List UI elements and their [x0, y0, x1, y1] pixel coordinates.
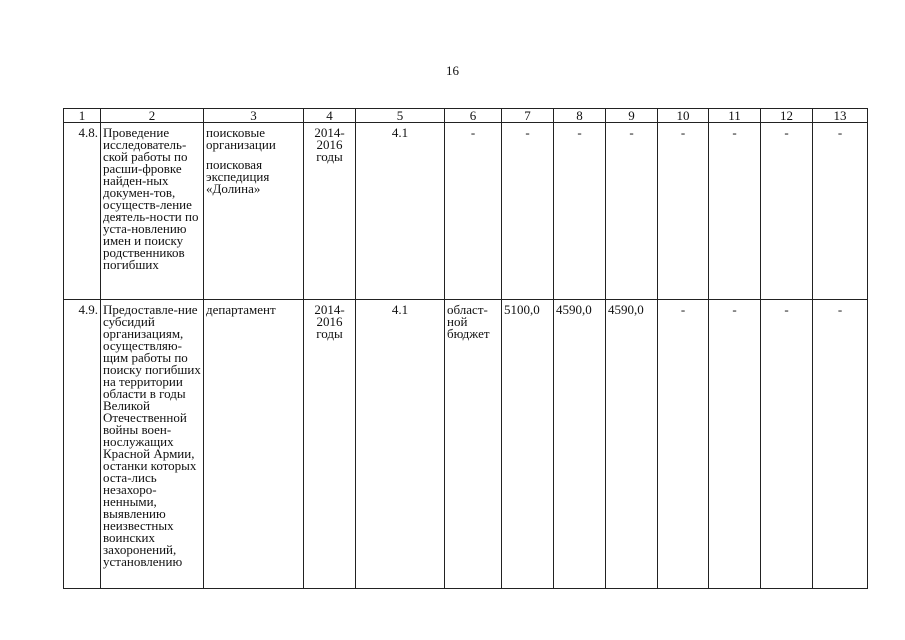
row-number: 4.9.	[64, 300, 101, 589]
executor-text: департамент	[206, 302, 276, 317]
value-cell: -	[761, 123, 813, 300]
value-cell: -	[554, 123, 606, 300]
row-number: 4.8.	[64, 123, 101, 300]
table-row	[64, 123, 868, 300]
executor-text: поисковая экспедиция «Долина»	[206, 157, 270, 196]
column-header: 7	[502, 109, 554, 123]
task-cell: 4.1	[356, 123, 445, 300]
page-number: 16	[446, 63, 459, 78]
column-header: 9	[606, 109, 658, 123]
measure-name: Проведение исследователь-ской работы по расши-фровке найден-ных докумен-тов, осуществ-ление деятель-ности по уста-новлению имен и поиску родственников погибших	[101, 123, 204, 300]
executor-cell	[204, 123, 304, 300]
value-cell: -	[502, 123, 554, 300]
value-cell: -	[813, 300, 868, 589]
value-cell: -	[813, 123, 868, 300]
executor-cell	[204, 300, 304, 589]
column-header: 6	[445, 109, 502, 123]
column-header: 12	[761, 109, 813, 123]
source-cell: област-ной бюджет	[445, 300, 502, 589]
column-number-row	[64, 109, 868, 123]
column-header: 3	[204, 109, 304, 123]
value-cell: -	[606, 123, 658, 300]
executor-text: поисковые организации	[206, 125, 276, 152]
value-cell: -	[658, 123, 709, 300]
program-table	[63, 108, 868, 589]
column-header: 13	[813, 109, 868, 123]
source-cell: -	[445, 123, 502, 300]
period-cell: 2014-2016 годы	[304, 300, 356, 589]
task-cell: 4.1	[356, 300, 445, 589]
value-cell: 5100,0	[502, 300, 554, 589]
column-header: 11	[709, 109, 761, 123]
measure-name: Предоставле-ние субсидий организациям, осуществляю-щим работы по поиску погибших на территории области в годы Великой Отечественной войны воен-нослужащих Красной Армии, останки которых оста-лись незахоро-ненными, выявлению неизвестных воинских захоронений, установлению	[101, 300, 204, 589]
value-cell: 4590,0	[554, 300, 606, 589]
value-cell: -	[761, 300, 813, 589]
value-cell: -	[709, 123, 761, 300]
period-cell: 2014-2016 годы	[304, 123, 356, 300]
column-header: 1	[64, 109, 101, 123]
column-header: 8	[554, 109, 606, 123]
value-cell: 4590,0	[606, 300, 658, 589]
column-header: 10	[658, 109, 709, 123]
column-header: 5	[356, 109, 445, 123]
column-header: 2	[101, 109, 204, 123]
column-header: 4	[304, 109, 356, 123]
value-cell: -	[658, 300, 709, 589]
value-cell: -	[709, 300, 761, 589]
table-row	[64, 300, 868, 589]
